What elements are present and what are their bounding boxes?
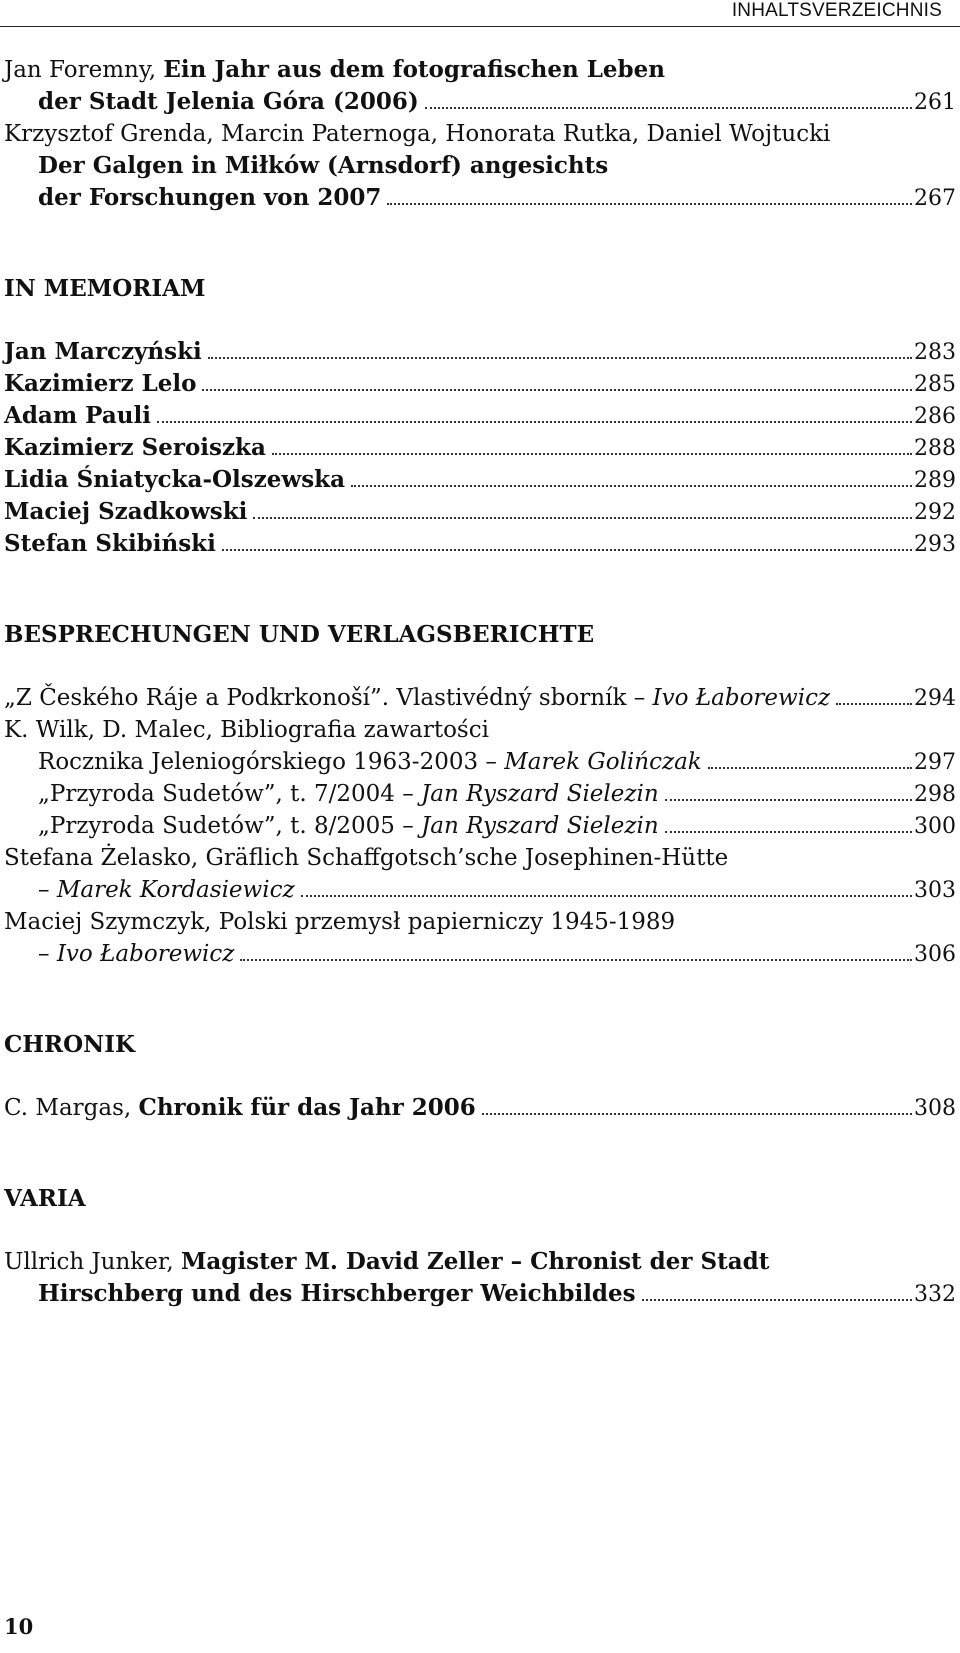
page-ref: 285 bbox=[914, 372, 956, 397]
dot-leader bbox=[301, 894, 912, 897]
toc-group-top bbox=[4, 54, 956, 214]
page-ref: 303 bbox=[914, 878, 956, 903]
entry-title: der Stadt Jelenia Góra (2006) bbox=[38, 88, 419, 115]
entry-text bbox=[38, 153, 608, 179]
dot-leader bbox=[253, 516, 912, 519]
page-ref: 286 bbox=[914, 404, 956, 429]
entry-author: – bbox=[38, 941, 57, 967]
page-ref: 297 bbox=[914, 750, 956, 775]
toc-line bbox=[4, 150, 956, 182]
page-ref: 300 bbox=[914, 814, 956, 839]
toc-group-varia bbox=[4, 1246, 956, 1310]
entry-text bbox=[38, 746, 702, 778]
toc-line bbox=[4, 118, 956, 150]
page-number: 10 bbox=[4, 1614, 34, 1639]
entry-reviewer: Jan Ryszard Sielezin bbox=[421, 813, 659, 839]
memoriam-name: Maciej Szadkowski bbox=[4, 498, 248, 525]
page-ref: 293 bbox=[914, 532, 956, 557]
dot-leader bbox=[642, 1298, 912, 1301]
toc-line bbox=[4, 810, 956, 842]
entry-text bbox=[38, 810, 659, 842]
memoriam-name: Adam Pauli bbox=[4, 402, 151, 429]
running-title: INHALTSVERZEICHNIS bbox=[731, 0, 942, 21]
memoriam-item bbox=[4, 464, 956, 496]
entry-text bbox=[4, 909, 675, 935]
toc-line bbox=[4, 714, 956, 746]
entry-text bbox=[38, 86, 419, 118]
memoriam-name: Kazimierz Seroiszka bbox=[4, 434, 266, 461]
entry-author: Maciej Szymczyk, Polski przemysł papierniczy 1945-1989 bbox=[4, 909, 676, 935]
page-ref: 298 bbox=[914, 782, 956, 807]
entry-text bbox=[38, 1278, 636, 1310]
entry-title: Ein Jahr aus dem fotografischen Leben bbox=[163, 56, 665, 83]
page-ref: 267 bbox=[914, 186, 956, 211]
toc-line bbox=[4, 1092, 956, 1124]
toc-line bbox=[4, 938, 956, 970]
dot-leader bbox=[665, 830, 912, 833]
toc-line bbox=[4, 906, 956, 938]
toc-entry bbox=[4, 810, 956, 842]
toc-entry bbox=[4, 118, 956, 214]
dot-leader bbox=[482, 1112, 912, 1115]
memoriam-item bbox=[4, 336, 956, 368]
memoriam-name: Stefan Skibiński bbox=[4, 530, 216, 557]
memoriam-name: Lidia Śniatycka-Olszewska bbox=[4, 466, 345, 493]
toc-group-reviews bbox=[4, 682, 956, 970]
toc-line bbox=[4, 746, 956, 778]
page-ref: 283 bbox=[914, 340, 956, 365]
entry-author: Rocznika Jeleniogórskiego 1963-2003 – bbox=[38, 749, 505, 775]
memoriam-item bbox=[4, 528, 956, 560]
header-rule bbox=[0, 26, 960, 27]
entry-title: der Forschungen von 2007 bbox=[38, 184, 382, 211]
memoriam-item bbox=[4, 400, 956, 432]
entry-text bbox=[4, 121, 830, 147]
entry-author: C. Margas, bbox=[4, 1095, 139, 1121]
entry-author: „Przyroda Sudetów”, t. 7/2004 – bbox=[38, 781, 422, 807]
toc-entry bbox=[4, 842, 956, 906]
dot-leader bbox=[387, 202, 912, 205]
entry-reviewer: Ivo Łaborewicz bbox=[56, 941, 235, 967]
toc-entry bbox=[4, 1246, 956, 1310]
entry-reviewer: Marek Golińczak bbox=[504, 749, 702, 775]
memoriam-name: Kazimierz Lelo bbox=[4, 370, 197, 397]
entry-author: Jan Foremny, bbox=[4, 57, 164, 83]
dot-leader bbox=[425, 106, 912, 109]
page-ref: 294 bbox=[914, 686, 956, 711]
entry-text bbox=[4, 1249, 769, 1275]
entry-title: Der Galgen in Miłków (Arnsdorf) angesichts bbox=[38, 152, 609, 179]
toc-line bbox=[4, 54, 956, 86]
toc-entry bbox=[4, 1092, 956, 1124]
page-ref: 289 bbox=[914, 468, 956, 493]
entry-author: Stefana Żelasko, Gräflich Schaffgotsch’sche Josephinen-Hütte bbox=[4, 845, 729, 871]
section-heading-memoriam: IN MEMORIAM bbox=[4, 275, 206, 302]
entry-text bbox=[38, 874, 295, 906]
entry-title: Hirschberg und des Hirschberger Weichbildes bbox=[38, 1280, 636, 1307]
entry-author: Ullrich Junker, bbox=[4, 1249, 181, 1275]
entry-text bbox=[38, 938, 234, 970]
page-ref: 306 bbox=[914, 942, 956, 967]
entry-author: Krzysztof Grenda, Marcin Paternoga, Honorata Rutka, Daniel Wojtucki bbox=[4, 121, 831, 147]
toc-line bbox=[4, 1246, 956, 1278]
dot-leader bbox=[665, 798, 912, 801]
dot-leader bbox=[222, 548, 912, 551]
toc-line bbox=[4, 182, 956, 214]
entry-text bbox=[4, 717, 489, 743]
page-ref: 308 bbox=[914, 1096, 956, 1121]
toc-line bbox=[4, 682, 956, 714]
toc-line bbox=[4, 86, 956, 118]
table-of-contents bbox=[4, 54, 956, 1310]
entry-title: Magister M. David Zeller – Chronist der Stadt bbox=[180, 1248, 770, 1275]
page-ref: 288 bbox=[914, 436, 956, 461]
dot-leader bbox=[836, 702, 912, 705]
toc-entry bbox=[4, 778, 956, 810]
entry-text bbox=[38, 182, 381, 214]
dot-leader bbox=[708, 766, 912, 769]
dot-leader bbox=[351, 484, 912, 487]
entry-reviewer: Marek Kordasiewicz bbox=[56, 877, 295, 903]
toc-entry bbox=[4, 906, 956, 970]
section-heading-varia: VARIA bbox=[4, 1185, 86, 1212]
entry-author: K. Wilk, D. Malec, Bibliografia zawartości bbox=[4, 717, 489, 743]
dot-leader bbox=[208, 356, 912, 359]
toc-line bbox=[4, 842, 956, 874]
entry-text bbox=[4, 57, 665, 83]
memoriam-item bbox=[4, 496, 956, 528]
running-head bbox=[0, 0, 960, 28]
dot-leader bbox=[240, 958, 912, 961]
entry-text bbox=[4, 682, 830, 714]
toc-line bbox=[4, 778, 956, 810]
toc-entry bbox=[4, 714, 956, 778]
memoriam-item bbox=[4, 368, 956, 400]
entry-reviewer: Jan Ryszard Sielezin bbox=[421, 781, 659, 807]
page-ref: 261 bbox=[914, 90, 956, 115]
page-ref: 292 bbox=[914, 500, 956, 525]
memoriam-name: Jan Marczyński bbox=[4, 338, 202, 365]
entry-author: – bbox=[38, 877, 57, 903]
section-heading-reviews: BESPRECHUNGEN UND VERLAGSBERICHTE bbox=[4, 621, 595, 648]
entry-text bbox=[4, 1092, 476, 1124]
entry-reviewer: Ivo Łaborewicz bbox=[652, 685, 831, 711]
toc-group-chronik bbox=[4, 1092, 956, 1124]
entry-title: Chronik für das Jahr 2006 bbox=[138, 1094, 476, 1121]
page-ref: 332 bbox=[914, 1282, 956, 1307]
entry-text bbox=[38, 778, 659, 810]
dot-leader bbox=[157, 420, 912, 423]
toc-group-memoriam bbox=[4, 336, 956, 560]
toc-entry bbox=[4, 54, 956, 118]
toc-line bbox=[4, 874, 956, 906]
toc-entry bbox=[4, 682, 956, 714]
entry-author: „Przyroda Sudetów”, t. 8/2005 – bbox=[38, 813, 422, 839]
dot-leader bbox=[272, 452, 912, 455]
toc-line bbox=[4, 1278, 956, 1310]
memoriam-item bbox=[4, 432, 956, 464]
section-heading-chronik: CHRONIK bbox=[4, 1031, 135, 1058]
entry-text bbox=[4, 845, 728, 871]
entry-author: „Z Českého Ráje a Podkrkonoší”. Vlastivédný sborník – bbox=[4, 685, 653, 711]
dot-leader bbox=[202, 388, 912, 391]
